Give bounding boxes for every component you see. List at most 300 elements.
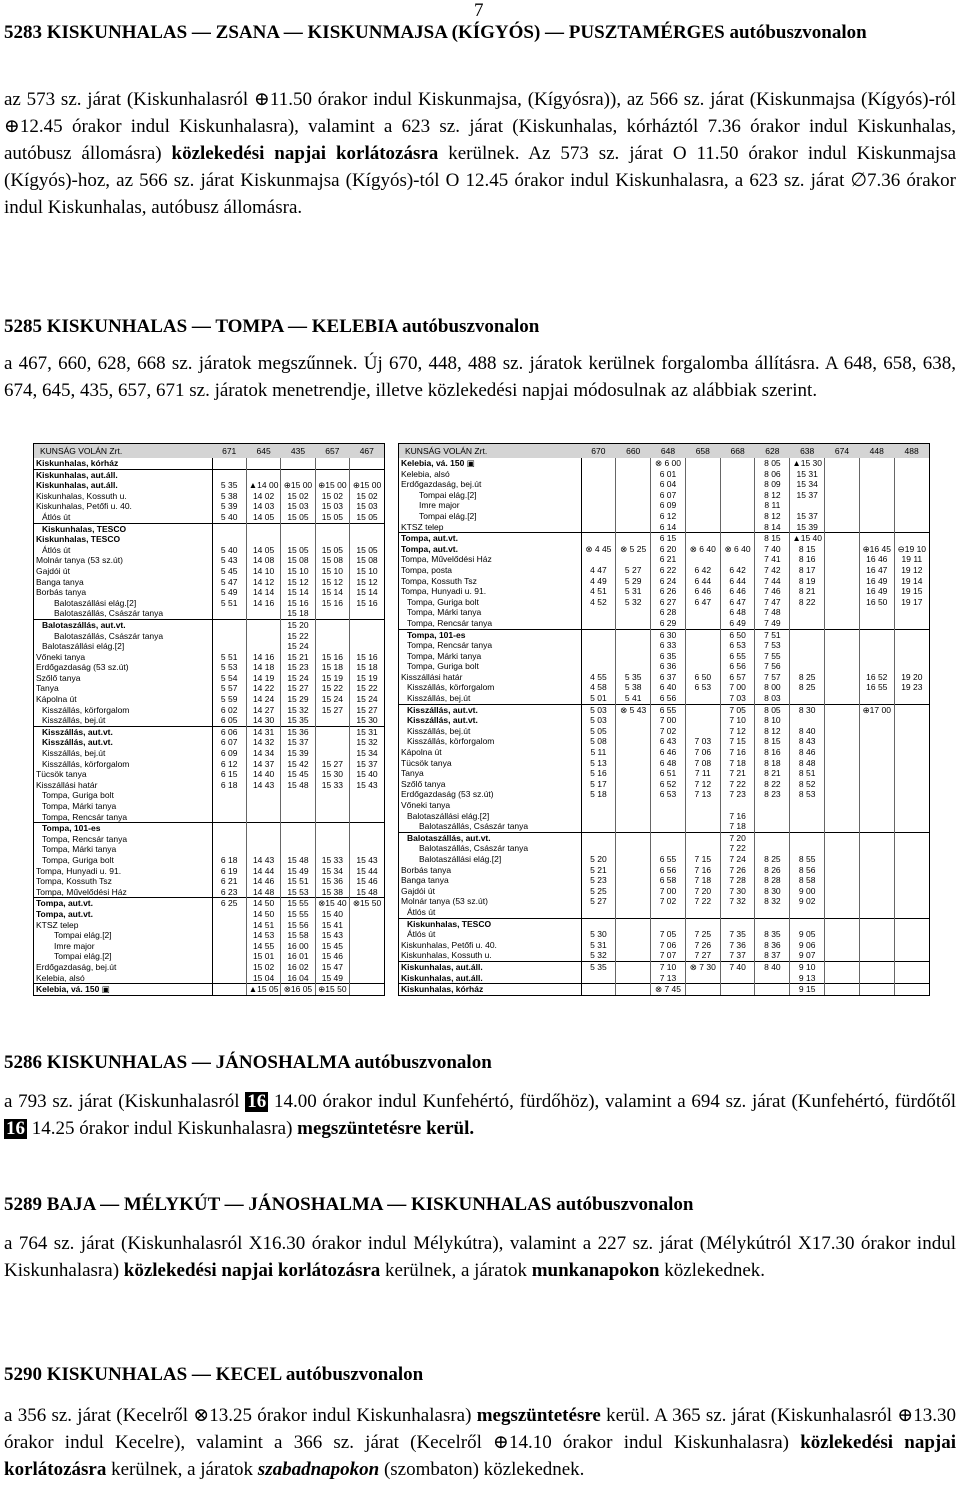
col-header: 648 (651, 444, 686, 458)
stop-marker (196, 973, 212, 984)
stop-name: Borbás tanya (36, 587, 87, 598)
departure-time (616, 554, 651, 565)
departure-time: 15 53 (281, 887, 315, 898)
departure-time: 15 49 (315, 973, 349, 984)
departure-time (616, 821, 651, 832)
departure-time (616, 458, 651, 469)
col-header: 668 (720, 444, 755, 458)
stop-marker (567, 918, 581, 929)
departure-time (685, 651, 720, 662)
departure-time (616, 490, 651, 501)
departure-time (685, 458, 720, 469)
departure-time: 15 16 (281, 598, 315, 609)
departure-time: 15 33 (315, 780, 349, 791)
timetable-row (34, 726, 384, 737)
stop-name: Balotaszállási elág.[2] (407, 810, 490, 821)
departure-time (616, 854, 651, 865)
departure-time (616, 940, 651, 951)
stop-name: KTSZ telep (36, 919, 79, 930)
departure-time (581, 522, 616, 533)
timetable-row (399, 843, 929, 854)
stop-marker (567, 800, 581, 811)
section-5286-text-a: a 793 sz. járat (Kiskunhalasról (4, 1091, 240, 1112)
section-5289-text-a: a 764 sz. járat (Kiskunhalasról X16.30 órakor indul Mélykútra), valamint a 227 sz. járat (Mélykútról X17.30 órakor indul Kiskunhalasra) (4, 1233, 956, 1281)
departure-time (616, 973, 651, 984)
timetable-row (34, 673, 384, 684)
departure-time (651, 832, 686, 843)
day-16-badge: 16 (247, 1091, 267, 1112)
departure-time (825, 544, 860, 555)
departure-time: 5 27 (616, 565, 651, 576)
departure-time: 8 58 (790, 875, 825, 886)
departure-time (790, 500, 825, 511)
departure-time: 14 44 (246, 866, 280, 877)
departure-time: 15 38 (315, 887, 349, 898)
departure-time: 16 50 (859, 597, 894, 608)
departure-time (894, 747, 929, 758)
departure-time: 15 05 (350, 512, 384, 523)
timetable-row (399, 950, 929, 961)
departure-time (755, 984, 790, 995)
departure-time (616, 907, 651, 918)
departure-time: 15 05 (350, 545, 384, 556)
departure-time: 6 04 (651, 479, 686, 490)
departure-time (212, 962, 246, 973)
timetable-row (34, 577, 384, 588)
departure-time (315, 534, 349, 545)
departure-time (859, 950, 894, 961)
departure-time (651, 800, 686, 811)
stop-marker (196, 577, 212, 588)
stop-name: Balotaszállás, aut.vt. (34, 619, 196, 630)
departure-time (825, 490, 860, 501)
timetable-left-box (33, 443, 385, 996)
timetable-right (398, 443, 930, 996)
timetable-row (399, 789, 929, 800)
departure-time (212, 941, 246, 952)
departure-time: 5 08 (581, 736, 616, 747)
stop-name: Gajdói út (401, 885, 436, 896)
departure-time: ⊗ 4 45 (581, 544, 616, 555)
departure-time: 7 15 (720, 736, 755, 747)
stop-name: Vőneki tanya (401, 800, 451, 810)
departure-time: 5 51 (212, 598, 246, 609)
departure-time: 14 19 (246, 673, 280, 684)
stop-marker (567, 726, 581, 737)
departure-time: 6 19 (212, 866, 246, 877)
departure-time (350, 984, 384, 995)
departure-time (894, 950, 929, 961)
timetable-row (399, 821, 929, 832)
departure-time (212, 951, 246, 962)
departure-time: 6 14 (651, 522, 686, 533)
stop-marker (567, 875, 581, 886)
departure-time (825, 896, 860, 907)
departure-time: 8 12 (755, 511, 790, 522)
departure-time: 9 06 (790, 940, 825, 951)
departure-time (212, 834, 246, 845)
departure-time (859, 779, 894, 790)
timetable-row (399, 533, 929, 544)
departure-time: 16 55 (859, 682, 894, 693)
departure-time: 15 23 (281, 662, 315, 673)
departure-time (581, 661, 616, 672)
departure-time: 7 40 (755, 544, 790, 555)
departure-time (281, 458, 315, 469)
departure-time: 15 14 (281, 587, 315, 598)
stop-marker (196, 608, 212, 619)
departure-time: 15 46 (350, 876, 384, 887)
departure-time (616, 929, 651, 940)
stop-marker (196, 480, 212, 491)
departure-time (790, 821, 825, 832)
departure-time: 6 48 (651, 758, 686, 769)
departure-time (825, 586, 860, 597)
departure-time (825, 768, 860, 779)
departure-time: 16 46 (859, 554, 894, 565)
stop-name: Balotaszállás, Császár tanya (54, 630, 164, 641)
departure-time: 15 27 (315, 705, 349, 716)
stop-marker (567, 629, 581, 640)
stop-name: Imre major (54, 940, 95, 951)
departure-time: ▲14 00 (246, 480, 280, 491)
timetable-row (34, 973, 384, 984)
departure-time (894, 715, 929, 726)
stop-name: Kisszállás, bej.út (42, 715, 106, 726)
stop-name: KTSZ telep (401, 521, 444, 532)
departure-time (894, 918, 929, 929)
departure-time: 15 19 (315, 673, 349, 684)
departure-time (281, 801, 315, 812)
departure-time (790, 629, 825, 640)
departure-time (581, 607, 616, 618)
stop-name: Tanya (401, 768, 424, 779)
departure-time: 15 43 (350, 855, 384, 866)
departure-time (616, 640, 651, 651)
departure-time (685, 715, 720, 726)
stop-marker (196, 598, 212, 609)
stop-name: Tompai elág.[2] (54, 930, 112, 941)
departure-time: 8 12 (755, 726, 790, 737)
departure-time (720, 469, 755, 480)
timetable-row (399, 458, 929, 469)
departure-time: 6 27 (651, 597, 686, 608)
section-5285-title-text: 5285 KISKUNHALAS — TOMPA — KELEBIA autóbuszvonalon (4, 316, 540, 337)
col-header: 660 (616, 444, 651, 458)
departure-time (315, 823, 349, 834)
timetable-row (399, 490, 929, 501)
timetable-row (399, 758, 929, 769)
departure-time: 5 27 (581, 896, 616, 907)
departure-time (581, 554, 616, 565)
departure-time: 5 45 (212, 566, 246, 577)
stop-name: Kelebia, alsó (36, 972, 85, 983)
departure-time (825, 693, 860, 704)
departure-time: 8 37 (755, 950, 790, 961)
timetable-row (399, 576, 929, 587)
departure-time (212, 458, 246, 469)
departure-time: 7 48 (755, 607, 790, 618)
departure-time (616, 607, 651, 618)
departure-time (616, 886, 651, 897)
departure-time (212, 984, 246, 995)
stop-marker (196, 930, 212, 941)
departure-time: 7 41 (755, 554, 790, 565)
departure-time: 6 28 (651, 607, 686, 618)
departure-time: 6 51 (651, 768, 686, 779)
departure-time: 15 02 (350, 491, 384, 502)
stop-marker (567, 522, 581, 533)
departure-time: 5 31 (616, 586, 651, 597)
departure-time (685, 490, 720, 501)
departure-time (315, 790, 349, 801)
stop-name: Kelebia, alsó (401, 468, 450, 479)
departure-time (859, 973, 894, 984)
stop-name: Kisszállás, aut.vt. (34, 726, 196, 737)
stop-marker (196, 631, 212, 642)
departure-time: ⊕15 00 (281, 480, 315, 491)
departure-time (790, 693, 825, 704)
departure-time (616, 789, 651, 800)
departure-time: 7 40 (720, 961, 755, 972)
departure-time: 4 55 (581, 672, 616, 683)
departure-time (825, 865, 860, 876)
departure-time (685, 640, 720, 651)
departure-time: 16 49 (859, 576, 894, 587)
col-header: 645 (246, 444, 280, 458)
departure-time: 7 46 (755, 586, 790, 597)
departure-time (894, 490, 929, 501)
stop-name: Balotaszállási elág.[2] (54, 597, 137, 608)
departure-time (616, 875, 651, 886)
departure-time: 8 46 (790, 747, 825, 758)
departure-time: 8 12 (755, 490, 790, 501)
departure-time: 8 21 (790, 586, 825, 597)
departure-time (281, 523, 315, 534)
departure-time: 6 55 (651, 854, 686, 865)
timetable-row (34, 469, 384, 480)
departure-time (581, 533, 616, 544)
departure-time: 15 18 (315, 662, 349, 673)
departure-time: 7 42 (755, 565, 790, 576)
departure-time (755, 843, 790, 854)
stop-marker (196, 555, 212, 566)
departure-time: 14 46 (246, 876, 280, 887)
departure-time (720, 907, 755, 918)
stop-marker (196, 887, 212, 898)
stop-marker (196, 491, 212, 502)
departure-time: ⊗15 40 (315, 898, 349, 909)
departure-time (825, 821, 860, 832)
timetable-row (399, 682, 929, 693)
departure-time: 14 12 (246, 577, 280, 588)
departure-time: 14 05 (246, 512, 280, 523)
departure-time: 15 31 (350, 726, 384, 737)
departure-time: 5 03 (581, 704, 616, 715)
departure-time: 7 10 (651, 961, 686, 972)
departure-time: 7 16 (685, 865, 720, 876)
departure-time (581, 800, 616, 811)
stop-name: Tanya (36, 683, 59, 694)
section-5283-title-text: 5283 KISKUNHALAS — ZSANA — KISKUNMAJSA (KÍGYÓS) — PUSZTAMÉRGES autóbuszvonalon (4, 22, 867, 43)
timetable-row (399, 918, 929, 929)
departure-time (859, 811, 894, 822)
stop-marker (567, 533, 581, 544)
stop-name: Átlós út (42, 544, 71, 555)
departure-time: 16 04 (281, 973, 315, 984)
timetable-row (34, 480, 384, 491)
departure-time: 7 13 (685, 789, 720, 800)
departure-time: 8 30 (755, 886, 790, 897)
departure-time: 6 53 (651, 789, 686, 800)
stop-name: Tompai elág.[2] (54, 951, 112, 962)
departure-time: 6 58 (651, 875, 686, 886)
timetable-row (399, 618, 929, 629)
departure-time (685, 511, 720, 522)
departure-time: 6 29 (651, 618, 686, 629)
departure-time: 5 01 (581, 693, 616, 704)
departure-time: 6 47 (685, 597, 720, 608)
departure-time: 6 48 (720, 607, 755, 618)
stop-marker (196, 920, 212, 931)
departure-time: 15 32 (350, 737, 384, 748)
stop-name: Tompa, aut.vt. (36, 908, 93, 919)
departure-time: 15 41 (315, 920, 349, 931)
stop-marker (196, 866, 212, 877)
departure-time (720, 800, 755, 811)
departure-time: 6 25 (212, 898, 246, 909)
day-16-badge: 16 (6, 1118, 25, 1139)
timetable-row (34, 566, 384, 577)
departure-time (825, 961, 860, 972)
departure-time: 8 56 (790, 865, 825, 876)
timetable-row (399, 511, 929, 522)
departure-time (212, 812, 246, 823)
timetable-row (399, 715, 929, 726)
departure-time: 6 15 (212, 769, 246, 780)
timetable-left-header (34, 444, 384, 458)
stop-marker (196, 501, 212, 512)
departure-time: 8 30 (790, 704, 825, 715)
departure-time (616, 918, 651, 929)
departure-time: 6 12 (212, 759, 246, 770)
departure-time (825, 458, 860, 469)
stop-name: Tompa, Márki tanya (42, 844, 117, 855)
col-header: 670 (581, 444, 616, 458)
section-5290-title-text: 5290 KISKUNHALAS — KECEL autóbuszvonalon (4, 1364, 424, 1385)
stop-marker (196, 876, 212, 887)
timetable-row (34, 694, 384, 705)
departure-time (825, 950, 860, 961)
stop-name: Kiskunhalas, aut.áll. (401, 972, 483, 983)
departure-time (616, 618, 651, 629)
departure-time: 5 40 (212, 512, 246, 523)
departure-time (685, 554, 720, 565)
departure-time (894, 758, 929, 769)
stop-name: Erdőgazdaság, bej.út (401, 479, 482, 490)
departure-time: 5 57 (212, 683, 246, 694)
section-5290-title (4, 1362, 956, 1388)
departure-time (685, 907, 720, 918)
timetable-row (34, 887, 384, 898)
stop-marker (567, 821, 581, 832)
stop-marker (567, 640, 581, 651)
departure-time: 5 03 (581, 715, 616, 726)
timetable-row (399, 865, 929, 876)
departure-time (581, 511, 616, 522)
departure-time: 6 07 (212, 737, 246, 748)
departure-time: 7 02 (651, 896, 686, 907)
timetable-row (34, 769, 384, 780)
departure-time: 9 00 (790, 886, 825, 897)
stop-name: Kiskunhalas, Kossuth u. (401, 950, 492, 961)
departure-time: 19 15 (894, 586, 929, 597)
departure-time (894, 984, 929, 995)
departure-time: 6 44 (720, 576, 755, 587)
timetable-right-company: KUNSÁG VOLÁN Zrt. (399, 444, 581, 458)
departure-time: 15 37 (281, 737, 315, 748)
departure-time: 8 05 (755, 458, 790, 469)
departure-time (685, 693, 720, 704)
stop-marker (567, 929, 581, 940)
departure-time (825, 747, 860, 758)
departure-time: 6 18 (212, 855, 246, 866)
departure-time: 15 30 (350, 715, 384, 726)
departure-time: 7 22 (720, 779, 755, 790)
departure-time (315, 748, 349, 759)
departure-time (581, 618, 616, 629)
departure-time: 15 03 (281, 501, 315, 512)
departure-time: 15 22 (315, 683, 349, 694)
stop-name: Balotaszállás, Császár tanya (54, 608, 164, 619)
stop-name: Tompa, Kossuth Tsz (36, 876, 112, 887)
departure-time: 7 00 (720, 682, 755, 693)
departure-time: 8 52 (790, 779, 825, 790)
departure-time (616, 961, 651, 972)
departure-time (616, 533, 651, 544)
departure-time (859, 907, 894, 918)
departure-time: ⊗16 05 (281, 984, 315, 995)
departure-time: 8 53 (790, 789, 825, 800)
departure-time: 5 31 (581, 940, 616, 951)
departure-time (685, 618, 720, 629)
departure-time: 7 16 (720, 811, 755, 822)
departure-time (685, 918, 720, 929)
departure-time (246, 608, 280, 619)
departure-time (616, 984, 651, 995)
departure-time (350, 801, 384, 812)
departure-time: 19 11 (894, 554, 929, 565)
timetable-row (34, 920, 384, 931)
departure-time (616, 768, 651, 779)
timetable-row (34, 834, 384, 845)
departure-time: 7 06 (651, 940, 686, 951)
stop-marker (567, 586, 581, 597)
stop-marker (196, 534, 212, 545)
departure-time (894, 832, 929, 843)
departure-time (212, 608, 246, 619)
timetable-left (33, 443, 385, 996)
departure-time (350, 941, 384, 952)
stop-name: Kisszállás, körforgalom (407, 682, 495, 693)
timetable-row (34, 662, 384, 673)
departure-time: 15 43 (350, 780, 384, 791)
stop-marker (196, 652, 212, 663)
departure-time: 7 12 (720, 726, 755, 737)
departure-time: 8 06 (755, 469, 790, 480)
departure-time: 5 40 (212, 545, 246, 556)
timetable-row (399, 693, 929, 704)
